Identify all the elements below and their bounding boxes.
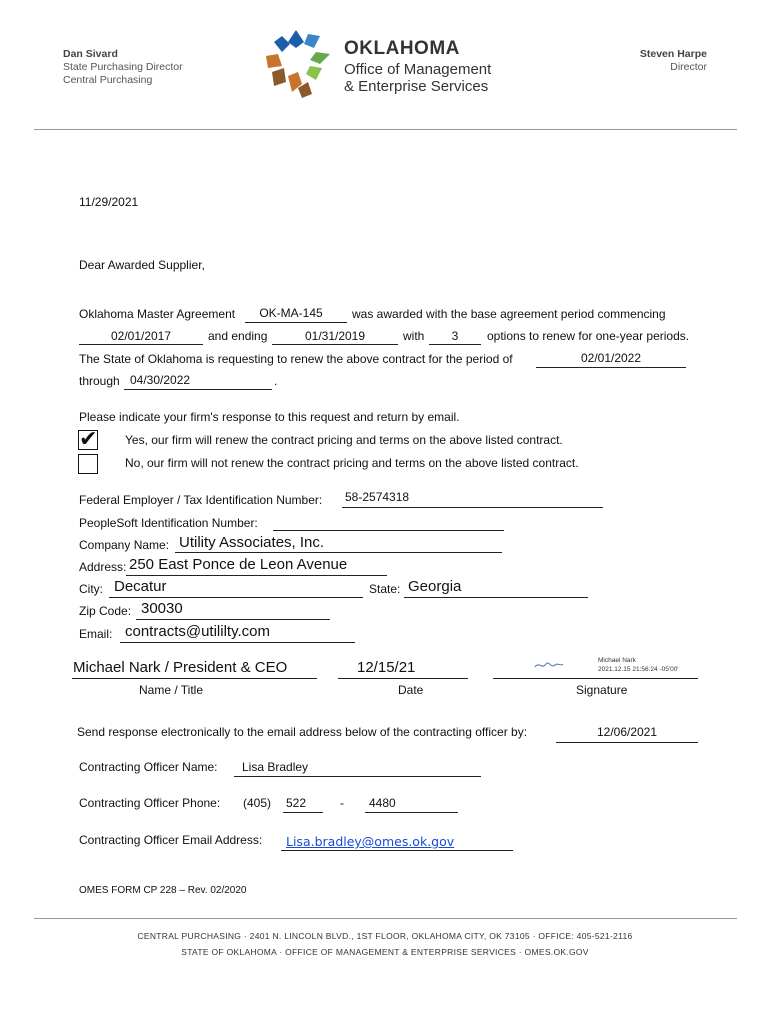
director-right-name: Steven Harpe: [639, 48, 707, 60]
with-text: with: [403, 329, 425, 343]
contract-number[interactable]: OK-MA-145: [259, 306, 323, 320]
agreement-prefix: Oklahoma Master Agreement: [79, 307, 236, 321]
footer-address: CENTRAL PURCHASING · 2401 N. LINCOLN BLVD., 1ST FLOOR, OKLAHOMA CITY, OK 73105 · OFFICE: 405-521-2116: [137, 931, 633, 941]
name-title-caption: Name / Title: [139, 683, 204, 697]
period-mark: .: [274, 374, 278, 388]
contract-no-line: [245, 322, 347, 323]
renew-yes-checkbox[interactable]: [78, 427, 98, 452]
signature-line: [493, 678, 698, 679]
director-left-dept: Central Purchasing: [63, 74, 153, 86]
fein-line: [342, 507, 603, 508]
director-left-title: State Purchasing Director: [63, 61, 183, 73]
salutation: Dear Awarded Supplier,: [79, 258, 205, 272]
state-line: [404, 597, 588, 598]
letter-date: 11/29/2021: [79, 195, 139, 209]
digital-sig-name: Michael Nark: [598, 657, 636, 664]
logo-agency-line1: Office of Management: [344, 61, 492, 78]
send-by-label: Send response electronically to the email address below of the contracting officer by:: [77, 725, 528, 739]
city-line: [109, 597, 363, 598]
officer-email-label: Contracting Officer Email Address:: [79, 833, 263, 847]
renew-yes-label: Yes, our firm will renew the contract pricing and terms on the above listed contract.: [125, 433, 563, 447]
officer-phone-label: Contracting Officer Phone:: [79, 796, 221, 810]
digital-sig-stamp: 2021.12.15 21:56:24 -05'00': [598, 666, 679, 673]
officer-name-line: [234, 776, 481, 777]
email-label: Email:: [79, 627, 113, 641]
state-value[interactable]: Georgia: [408, 578, 462, 595]
phone-dash: -: [340, 796, 344, 810]
renew-end-date[interactable]: 04/30/2022: [130, 373, 191, 387]
officer-email-line: [281, 850, 513, 851]
header-divider: [34, 129, 737, 130]
logo-agency-line2: & Enterprise Services: [344, 78, 489, 95]
zip-label: Zip Code:: [79, 604, 132, 618]
end-date[interactable]: 01/31/2019: [304, 329, 366, 343]
send-by-date[interactable]: 12/06/2021: [596, 725, 658, 739]
signature-caption: Signature: [576, 683, 628, 697]
sign-date-line: [338, 678, 468, 679]
start-date-line: [79, 344, 203, 345]
footer-divider: [34, 918, 737, 919]
start-date[interactable]: 02/01/2017: [110, 329, 172, 343]
digital-signature[interactable]: [530, 654, 698, 676]
phone-prefix-line: [283, 812, 323, 813]
name-title-line: [72, 678, 317, 679]
options-suffix: options to renew for one-year periods.: [487, 329, 690, 343]
company-line: [175, 552, 502, 553]
phone-line-number[interactable]: 4480: [369, 796, 396, 810]
instruction-text: Please indicate your firm's response to this request and return by email.: [79, 410, 460, 424]
zip-line: [136, 619, 330, 620]
logo-state-name: OKLAHOMA: [344, 38, 460, 59]
checkmark-icon: ✔: [79, 427, 98, 452]
form-id: OMES FORM CP 228 – Rev. 02/2020: [79, 885, 247, 896]
renewal-request: The State of Oklahoma is requesting to renew the above contract for the period of: [79, 352, 513, 366]
company-label: Company Name:: [79, 538, 170, 552]
director-right-title: Director: [670, 61, 707, 73]
fein-label: Federal Employer / Tax Identification Number:: [79, 493, 323, 507]
state-label: State:: [369, 582, 401, 596]
renew-no-label: No, our firm will not renew the contract pricing and terms on the above listed contract.: [125, 456, 579, 470]
address-line: [126, 575, 387, 576]
omes-logo: [258, 26, 518, 102]
address-value[interactable]: 250 East Ponce de Leon Avenue: [129, 556, 348, 573]
agreement-suffix: was awarded with the base agreement period commencing: [352, 307, 666, 321]
fein-value[interactable]: 58-2574318: [345, 490, 410, 504]
omes-logo-mark-icon: [258, 26, 334, 102]
renew-end-line: [124, 389, 272, 390]
peoplesoft-line: [273, 530, 504, 531]
renew-no-checkbox[interactable]: [78, 454, 98, 474]
options-count[interactable]: 3: [451, 329, 459, 343]
date-caption: Date: [398, 683, 424, 697]
renew-start-line: [536, 367, 686, 368]
city-value[interactable]: Decatur: [114, 578, 167, 595]
name-title-value[interactable]: Michael Nark / President & CEO: [73, 659, 288, 676]
officer-name[interactable]: Lisa Bradley: [242, 760, 309, 774]
send-by-line: [556, 742, 698, 743]
through-text: through: [79, 374, 120, 388]
phone-area-code[interactable]: (405): [243, 796, 272, 810]
end-date-line: [272, 344, 398, 345]
company-value[interactable]: Utility Associates, Inc.: [179, 534, 325, 551]
zip-value[interactable]: 30030: [141, 600, 183, 617]
address-label: Address:: [79, 560, 127, 574]
options-line: [429, 344, 481, 345]
phone-line-underline: [365, 812, 458, 813]
renew-start-date[interactable]: 02/01/2022: [580, 351, 642, 365]
phone-prefix[interactable]: 522: [286, 796, 307, 810]
signature-scribble-icon: [534, 658, 564, 672]
officer-email-link[interactable]: Lisa.bradley@omes.ok.gov: [286, 834, 455, 849]
and-ending-text: and ending: [208, 329, 268, 343]
footer-agency: STATE OF OKLAHOMA · OFFICE OF MANAGEMENT & ENTERPRISE SERVICES · OMES.OK.GOV: [181, 947, 589, 957]
peoplesoft-label: PeopleSoft Identification Number:: [79, 516, 258, 530]
sign-date-value[interactable]: 12/15/21: [357, 659, 416, 676]
email-value[interactable]: contracts@utililty.com: [125, 623, 270, 640]
email-line: [120, 642, 355, 643]
officer-name-label: Contracting Officer Name:: [79, 760, 218, 774]
director-left-name: Dan Sivard: [63, 48, 118, 60]
city-label: City:: [79, 582, 103, 596]
